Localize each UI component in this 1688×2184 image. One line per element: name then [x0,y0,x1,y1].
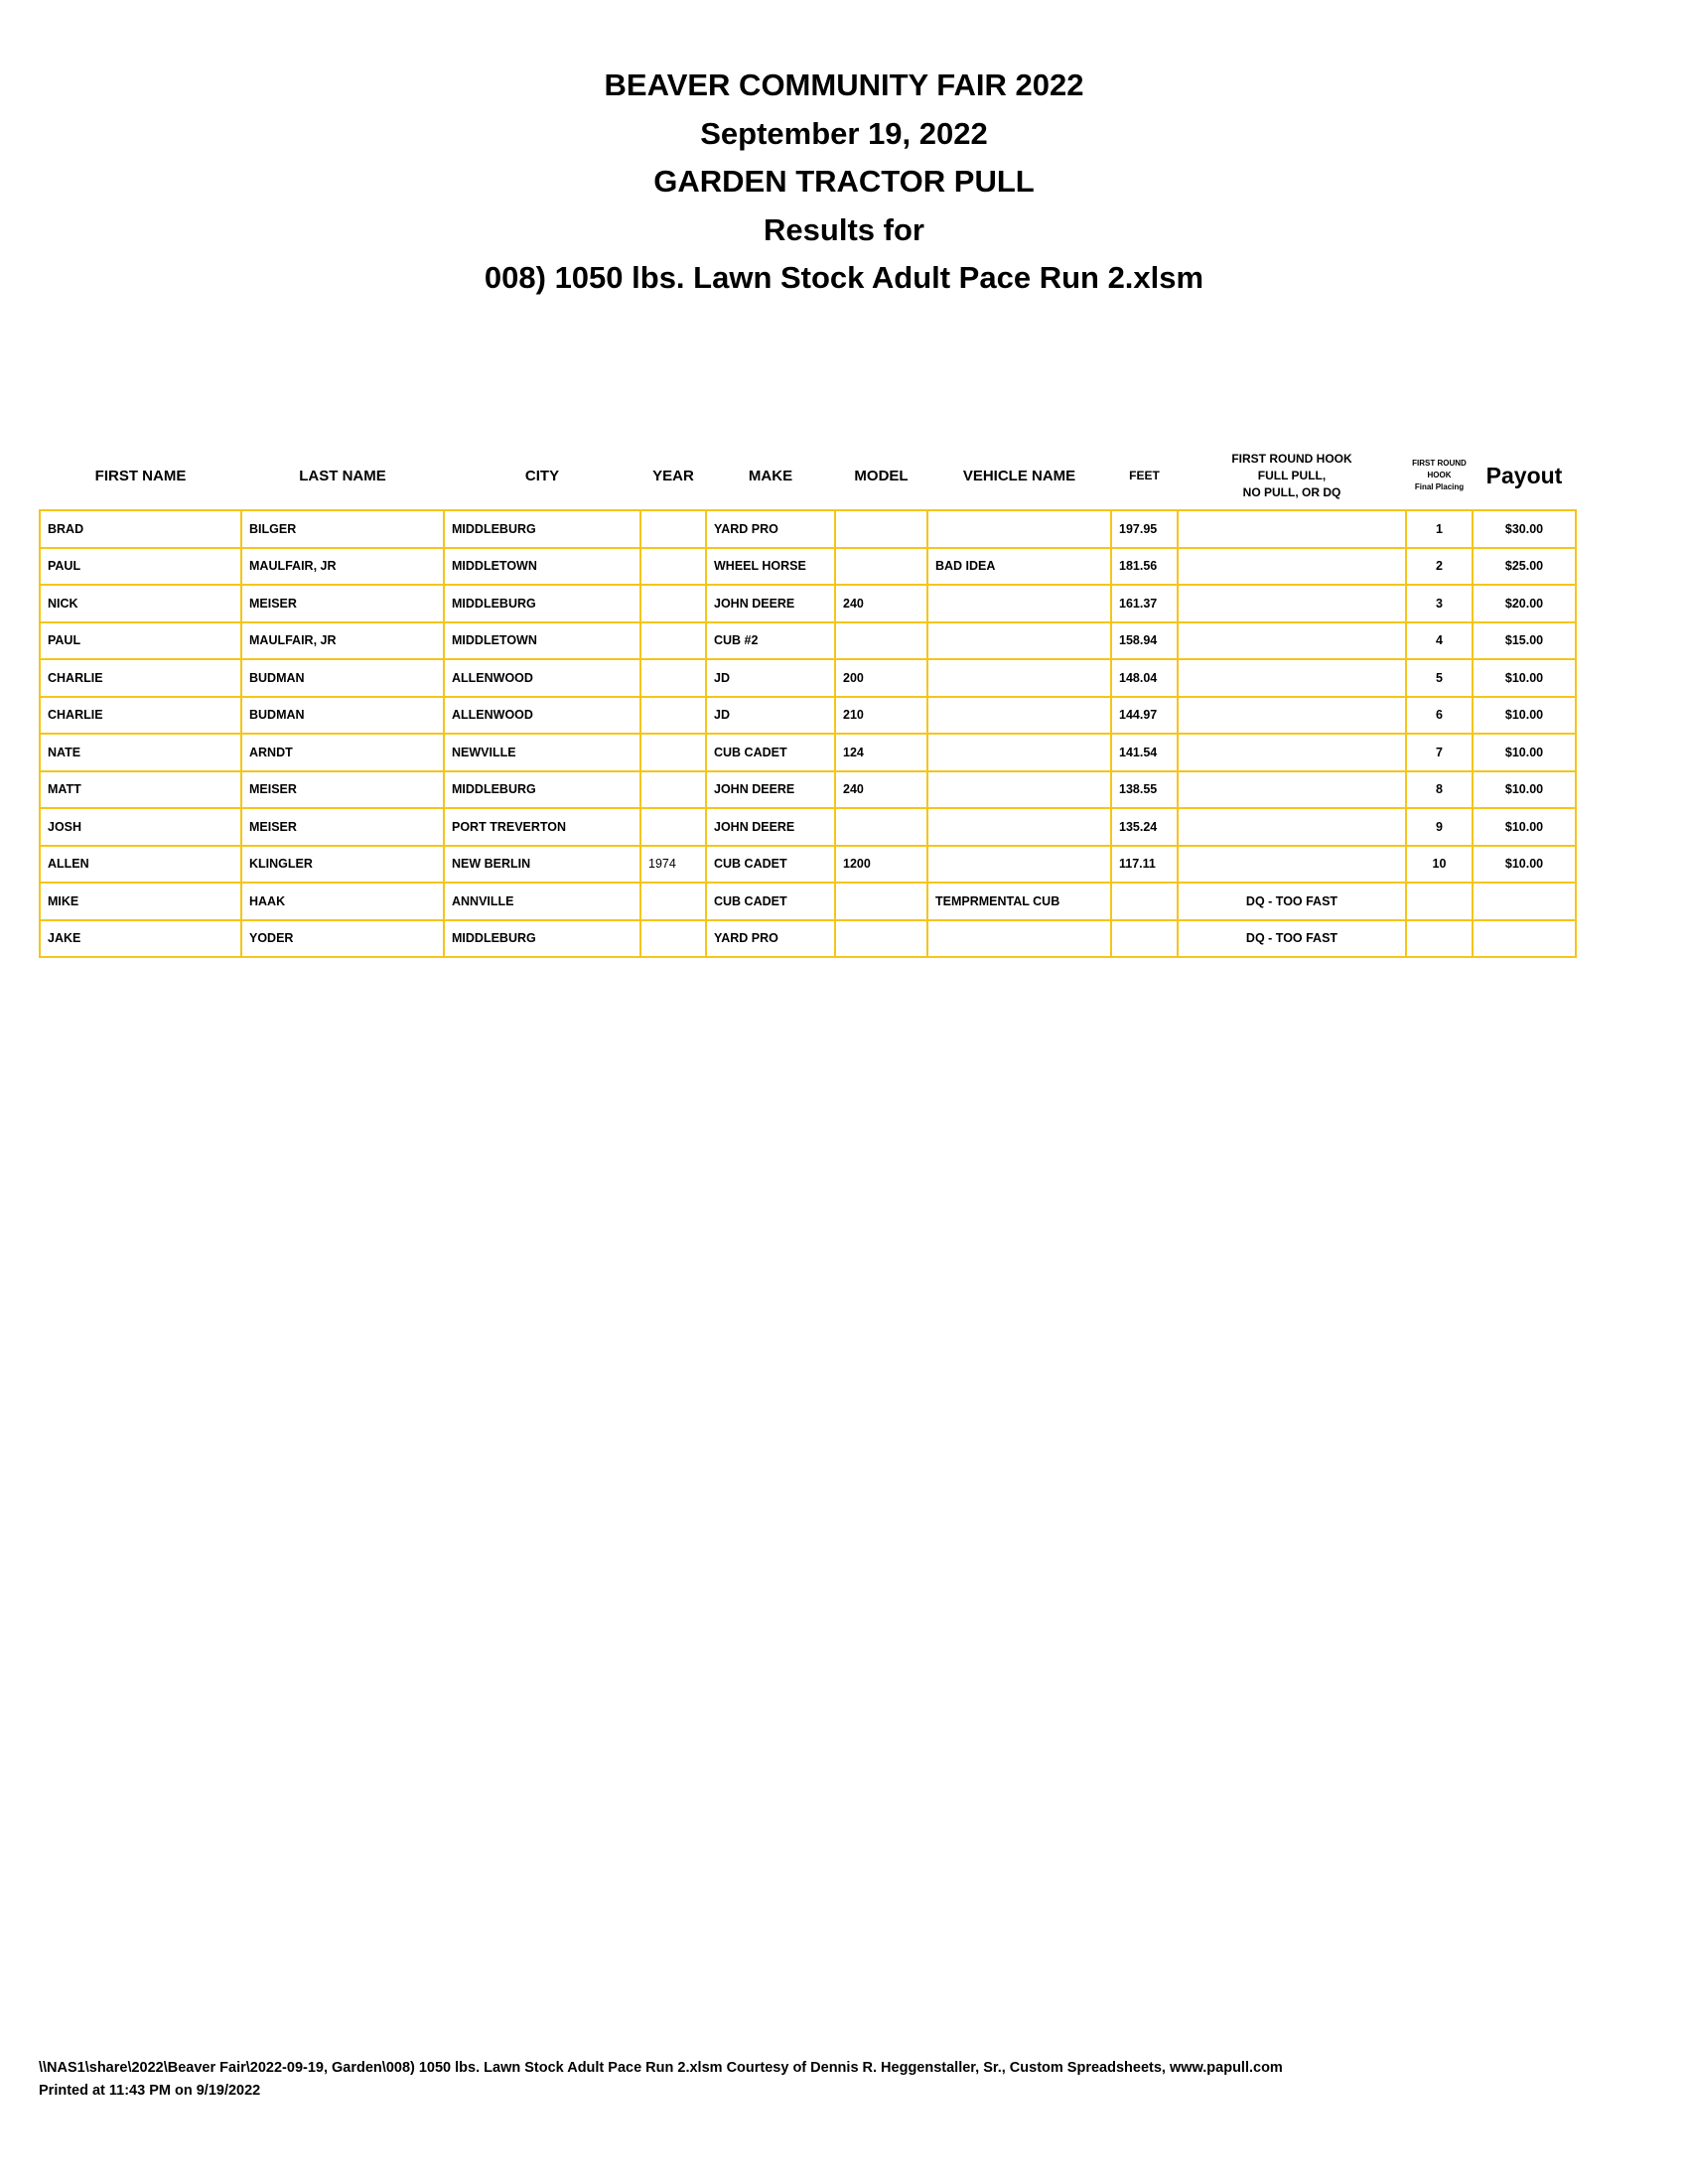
cell-city: NEWVILLE [444,734,640,771]
cell-vehicle-name [927,846,1111,884]
cell-feet: 135.24 [1111,808,1178,846]
header-vehicle-name: VEHICLE NAME [962,467,1076,484]
cell-hook-result [1178,548,1406,586]
cell-year [640,920,706,958]
cell-model [835,883,927,920]
cell-city: MIDDLEBURG [444,920,640,958]
header-last-name: LAST NAME [299,467,386,484]
table-row [40,734,1576,771]
table-row [40,659,1576,697]
cell-first-name: JAKE [40,920,241,958]
cell-make: CUB CADET [706,883,835,920]
report-title-block [0,62,1688,303]
cell-payout: $25.00 [1473,548,1576,586]
cell-hook-result [1178,585,1406,622]
cell-payout: $30.00 [1473,510,1576,548]
cell-payout: $10.00 [1473,697,1576,735]
header-hook-line-2: FULL PULL, [1257,468,1327,482]
cell-first-name: BRAD [40,510,241,548]
cell-make: CUB #2 [706,622,835,660]
header-placing-line-2: HOOK [1427,471,1452,479]
cell-feet: 117.11 [1111,846,1178,884]
cell-city: MIDDLEBURG [444,585,640,622]
cell-year [640,771,706,809]
cell-feet: 161.37 [1111,585,1178,622]
cell-hook-result [1178,510,1406,548]
cell-hook-result [1178,771,1406,809]
cell-hook-result [1178,659,1406,697]
cell-model [835,622,927,660]
cell-payout: $10.00 [1473,659,1576,697]
cell-first-name: NATE [40,734,241,771]
cell-feet [1111,883,1178,920]
cell-last-name: KLINGLER [241,846,444,884]
header-placing-line-3: Final Placing [1414,482,1465,491]
cell-vehicle-name [927,622,1111,660]
cell-hook-result [1178,734,1406,771]
cell-last-name: BUDMAN [241,697,444,735]
print-timestamp: Printed at 11:43 PM on 9/19/2022 [39,2083,261,2099]
cell-year [640,510,706,548]
table-row [40,622,1576,660]
cell-first-name: PAUL [40,622,241,660]
header-model: MODEL [854,467,909,484]
cell-payout: $15.00 [1473,622,1576,660]
cell-city: MIDDLEBURG [444,771,640,809]
cell-year [640,883,706,920]
table-row [40,510,1576,548]
cell-hook-result: DQ - TOO FAST [1178,920,1406,958]
cell-model: 124 [835,734,927,771]
cell-city: ALLENWOOD [444,659,640,697]
cell-last-name: MAULFAIR, JR [241,622,444,660]
cell-placing: 1 [1406,510,1473,548]
header-make: MAKE [748,467,793,484]
cell-last-name: YODER [241,920,444,958]
table-row [40,697,1576,735]
cell-first-name: ALLEN [40,846,241,884]
cell-vehicle-name [927,585,1111,622]
cell-feet: 181.56 [1111,548,1178,586]
class-file-name: 008) 1050 lbs. Lawn Stock Adult Pace Run 2.xlsm [484,260,1204,295]
cell-hook-result [1178,808,1406,846]
cell-city: ALLENWOOD [444,697,640,735]
header-placing [1406,442,1473,510]
cell-payout: $10.00 [1473,846,1576,884]
cell-vehicle-name: TEMPRMENTAL CUB [927,883,1111,920]
cell-make: CUB CADET [706,846,835,884]
cell-year [640,697,706,735]
cell-last-name: MEISER [241,585,444,622]
cell-make: CUB CADET [706,734,835,771]
cell-payout [1473,920,1576,958]
cell-placing [1406,920,1473,958]
cell-city: NEW BERLIN [444,846,640,884]
cell-feet: 197.95 [1111,510,1178,548]
cell-city: MIDDLETOWN [444,548,640,586]
cell-year [640,734,706,771]
cell-feet: 141.54 [1111,734,1178,771]
cell-last-name: HAAK [241,883,444,920]
header-city: CITY [524,467,560,484]
table-row [40,846,1576,884]
cell-vehicle-name [927,734,1111,771]
cell-placing: 4 [1406,622,1473,660]
cell-make: YARD PRO [706,920,835,958]
cell-first-name: CHARLIE [40,697,241,735]
header-hook-line-3: NO PULL, OR DQ [1242,484,1341,499]
cell-city: PORT TREVERTON [444,808,640,846]
cell-first-name: NICK [40,585,241,622]
cell-model: 200 [835,659,927,697]
cell-city: ANNVILLE [444,883,640,920]
file-path-credit: \\NAS1\share\2022\Beaver Fair\2022-09-19, Garden\008) 1050 lbs. Lawn Stock Adult Pace Run 2.xlsm Courtesy of Dennis R. Heggenstaller, Sr., Custom Spreadsheets, www.papull.com [39,2060,1283,2076]
cell-feet: 158.94 [1111,622,1178,660]
cell-model: 210 [835,697,927,735]
cell-last-name: ARNDT [241,734,444,771]
cell-feet: 144.97 [1111,697,1178,735]
cell-last-name: MEISER [241,771,444,809]
cell-make: JD [706,697,835,735]
cell-placing: 3 [1406,585,1473,622]
cell-feet: 148.04 [1111,659,1178,697]
cell-city: MIDDLEBURG [444,510,640,548]
cell-hook-result: DQ - TOO FAST [1178,883,1406,920]
cell-payout [1473,883,1576,920]
cell-payout: $10.00 [1473,734,1576,771]
cell-make: YARD PRO [706,510,835,548]
cell-year: 1974 [640,846,706,884]
cell-hook-result [1178,697,1406,735]
cell-city: MIDDLETOWN [444,622,640,660]
header-feet: FEET [1129,468,1160,482]
cell-model: 1200 [835,846,927,884]
header-row [40,442,1576,510]
cell-vehicle-name [927,920,1111,958]
cell-model: 240 [835,585,927,622]
table-row [40,771,1576,809]
event-name: GARDEN TRACTOR PULL [653,164,1035,199]
cell-model [835,920,927,958]
cell-placing: 8 [1406,771,1473,809]
cell-last-name: MEISER [241,808,444,846]
results-label: Results for [764,211,924,247]
results-table [39,442,1577,958]
cell-vehicle-name [927,510,1111,548]
cell-model [835,548,927,586]
cell-hook-result [1178,846,1406,884]
header-hook-result [1178,442,1406,510]
cell-first-name: PAUL [40,548,241,586]
cell-placing: 9 [1406,808,1473,846]
table-row [40,585,1576,622]
cell-feet [1111,920,1178,958]
cell-make: JOHN DEERE [706,808,835,846]
cell-make: JOHN DEERE [706,771,835,809]
page-footer [39,2057,1283,2103]
cell-make: JD [706,659,835,697]
cell-last-name: MAULFAIR, JR [241,548,444,586]
table-row [40,883,1576,920]
table-row [40,808,1576,846]
header-year: YEAR [652,467,694,484]
cell-year [640,585,706,622]
header-placing-line-1: FIRST ROUND [1412,459,1467,468]
cell-last-name: BILGER [241,510,444,548]
cell-model: 240 [835,771,927,809]
cell-last-name: BUDMAN [241,659,444,697]
cell-payout: $10.00 [1473,771,1576,809]
cell-model [835,510,927,548]
cell-year [640,622,706,660]
cell-placing: 10 [1406,846,1473,884]
cell-year [640,548,706,586]
cell-model [835,808,927,846]
cell-placing: 2 [1406,548,1473,586]
fair-title: BEAVER COMMUNITY FAIR 2022 [604,68,1084,102]
cell-year [640,808,706,846]
cell-first-name: JOSH [40,808,241,846]
cell-vehicle-name: BAD IDEA [927,548,1111,586]
cell-first-name: CHARLIE [40,659,241,697]
cell-payout: $20.00 [1473,585,1576,622]
header-hook-line-1: FIRST ROUND HOOK [1231,451,1352,466]
cell-placing: 7 [1406,734,1473,771]
cell-hook-result [1178,622,1406,660]
cell-make: WHEEL HORSE [706,548,835,586]
cell-payout: $10.00 [1473,808,1576,846]
event-date: September 19, 2022 [700,115,988,151]
cell-placing: 6 [1406,697,1473,735]
cell-vehicle-name [927,808,1111,846]
table-row [40,548,1576,586]
cell-first-name: MATT [40,771,241,809]
cell-first-name: MIKE [40,883,241,920]
cell-placing: 5 [1406,659,1473,697]
cell-make: JOHN DEERE [706,585,835,622]
cell-year [640,659,706,697]
cell-placing [1406,883,1473,920]
cell-vehicle-name [927,771,1111,809]
cell-vehicle-name [927,697,1111,735]
table-row [40,920,1576,958]
cell-vehicle-name [927,659,1111,697]
cell-feet: 138.55 [1111,771,1178,809]
header-first-name: FIRST NAME [94,467,187,484]
header-payout: Payout [1485,462,1563,488]
